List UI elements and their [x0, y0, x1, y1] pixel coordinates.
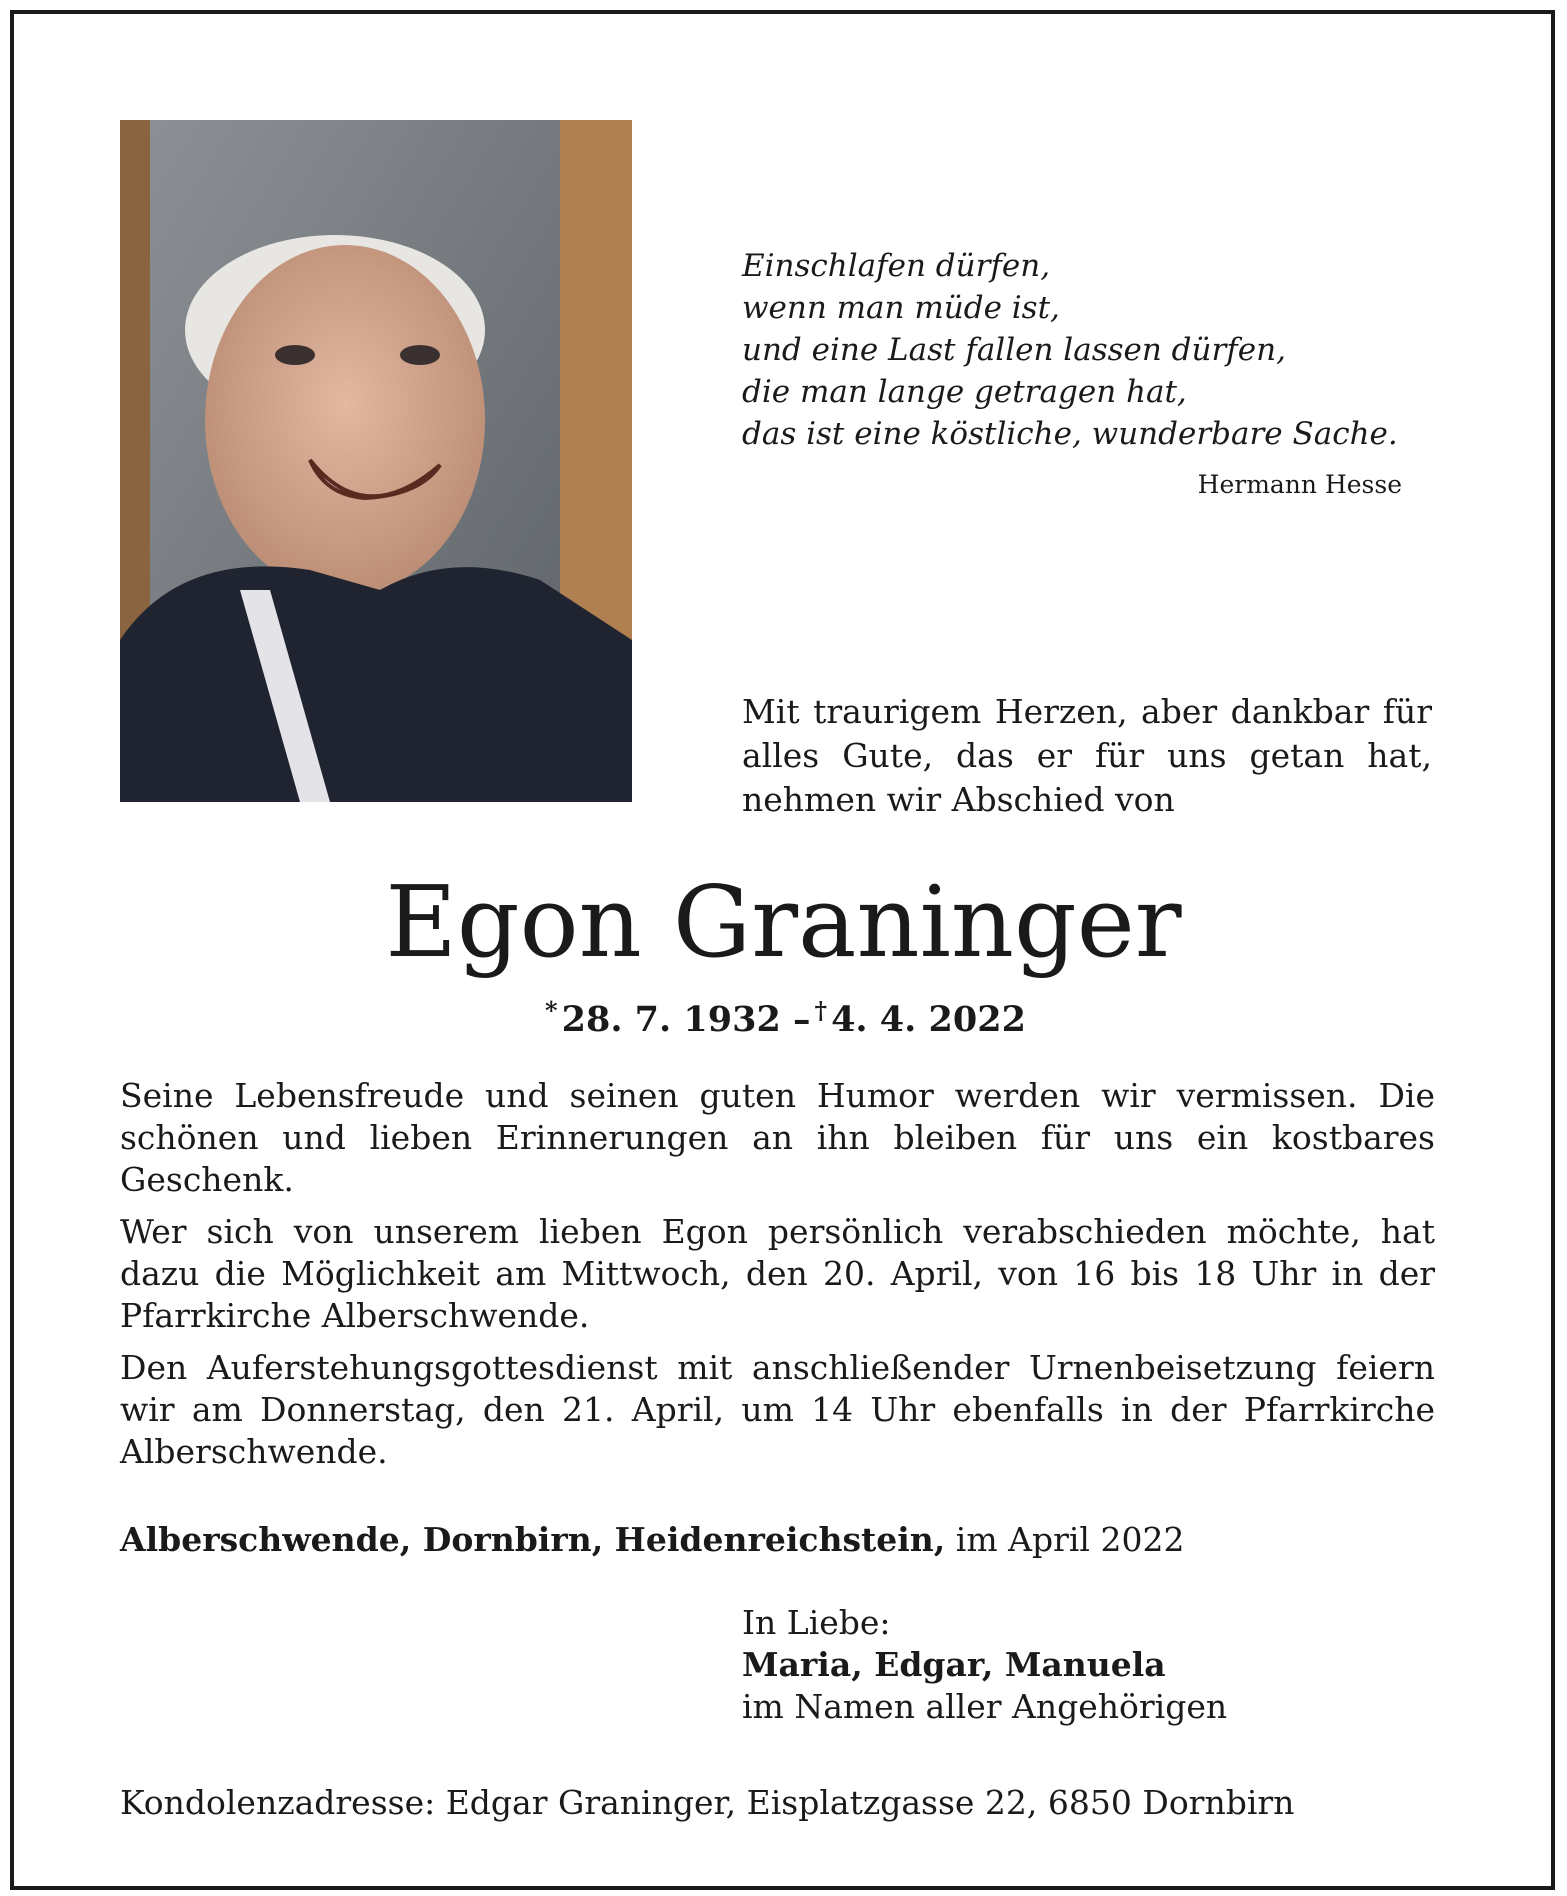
body-paragraph: Wer sich von unserem lieben Egon persönlich verabschieden möchte, hat dazu die Möglichkeit am Mittwoch, den 20. April, von 16 bis 18 Uhr in der Pfarrkirche Alberschwende. [120, 1212, 1435, 1335]
birth-symbol: * [545, 996, 558, 1025]
quote-line: und eine Last fallen lassen dürfen, [742, 332, 1286, 368]
quote-line: wenn man müde ist, [742, 290, 1060, 326]
body-paragraph: Seine Lebensfreude und seinen guten Humor werden wir vermissen. Die schönen und lieben Erinnerungen an ihn bleiben für uns ein kostbares Geschenk. [120, 1076, 1435, 1199]
life-dates [0, 996, 1567, 1040]
farewell-intro: Mit traurigem Herzen, aber dankbar für alles Gute, das er für uns getan hat, nehmen wir Abschied von [742, 692, 1432, 819]
quote-line: Einschlafen dürfen, [742, 248, 1051, 284]
obituary-body [120, 1075, 1435, 1483]
death-symbol: † [814, 996, 828, 1025]
condolence-address: Kondolenzadresse: Edgar Graninger, Eisplatzgasse 22, 6850 Dornbirn [120, 1783, 1295, 1822]
date-separator: – [793, 999, 811, 1040]
places-line [120, 1520, 1435, 1559]
places-names: Alberschwende, Dornbirn, Heidenreichstein, [120, 1520, 946, 1559]
quote-line: das ist eine köstliche, wunderbare Sache. [742, 416, 1398, 452]
signature-note: im Namen aller Angehörigen [742, 1687, 1228, 1726]
portrait-image [120, 120, 632, 802]
places-date: im April 2022 [955, 1520, 1185, 1559]
signature-intro: In Liebe: [742, 1603, 891, 1642]
portrait-photo [120, 120, 632, 802]
quote-line: die man lange getragen hat, [742, 374, 1187, 410]
death-date: 4. 4. 2022 [831, 999, 1026, 1040]
hesse-quote [742, 245, 1402, 455]
body-paragraph: Den Auferstehungsgottesdienst mit anschließender Urnenbeisetzung feiern wir am Donnerstag, den 21. April, um 14 Uhr ebenfalls in der Pfarrkirche Alberschwende. [120, 1348, 1435, 1471]
quote-author: Hermann Hesse [1197, 470, 1402, 499]
signature-names: Maria, Edgar, Manuela [742, 1645, 1166, 1684]
deceased-name: Egon Graninger [385, 866, 1182, 980]
birth-date: 28. 7. 1932 [561, 999, 781, 1040]
signature-block [742, 1602, 1227, 1728]
